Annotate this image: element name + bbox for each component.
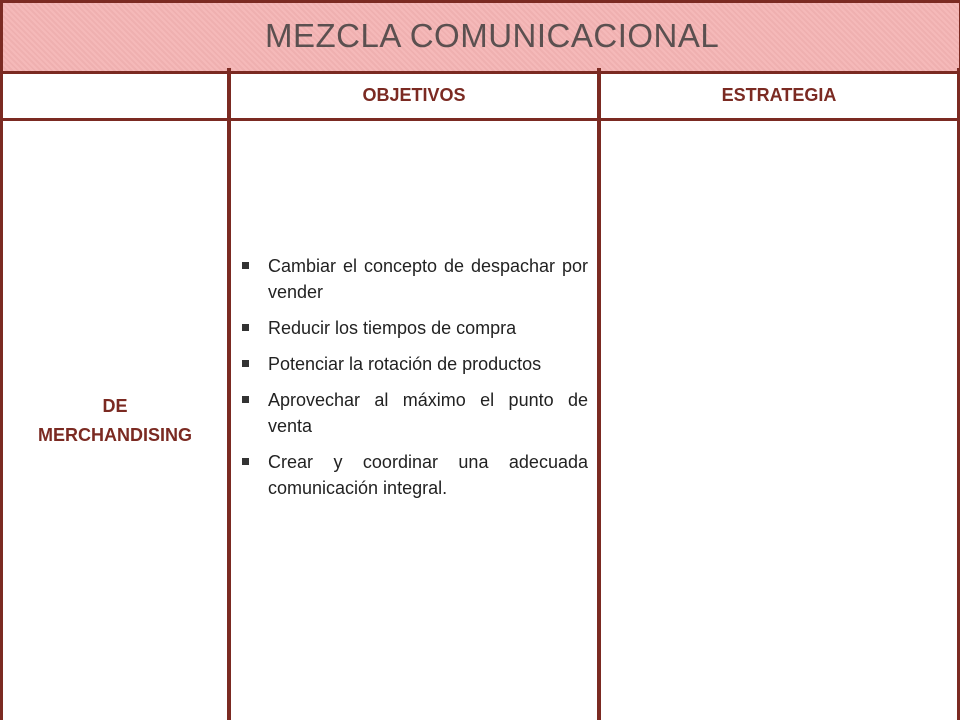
list-item	[238, 387, 588, 439]
estrategia-cell	[601, 121, 957, 720]
header-estrategia: ESTRATEGIA	[721, 85, 837, 105]
objetivos-list	[238, 253, 588, 511]
list-item	[238, 449, 588, 501]
row-label-line-2: MERCHANDISING	[37, 425, 192, 445]
list-item-text: Aprovechar al máximo el punto de venta	[268, 390, 588, 436]
slide-title: MEZCLA COMUNICACIONAL	[265, 17, 720, 54]
list-item-text: Reducir los tiempos de compra	[268, 318, 517, 338]
list-item	[238, 315, 588, 341]
column-divider-1	[227, 68, 231, 720]
row-label-merchandising	[3, 392, 227, 450]
square-bullet-icon	[242, 360, 249, 367]
list-item	[238, 351, 588, 377]
square-bullet-icon	[242, 262, 249, 269]
list-item-text: Cambiar el concepto de despachar por vender	[268, 256, 588, 302]
row-label-line-1: DE	[102, 396, 128, 416]
list-item	[238, 253, 588, 305]
header-objetivos: OBJETIVOS	[362, 85, 466, 105]
title-band	[0, 0, 960, 74]
list-item-text: Crear y coordinar una adecuada comunicación integral.	[268, 452, 588, 498]
square-bullet-icon	[242, 324, 249, 331]
square-bullet-icon	[242, 458, 249, 465]
square-bullet-icon	[242, 396, 249, 403]
list-item-text: Potenciar la rotación de productos	[268, 354, 542, 374]
